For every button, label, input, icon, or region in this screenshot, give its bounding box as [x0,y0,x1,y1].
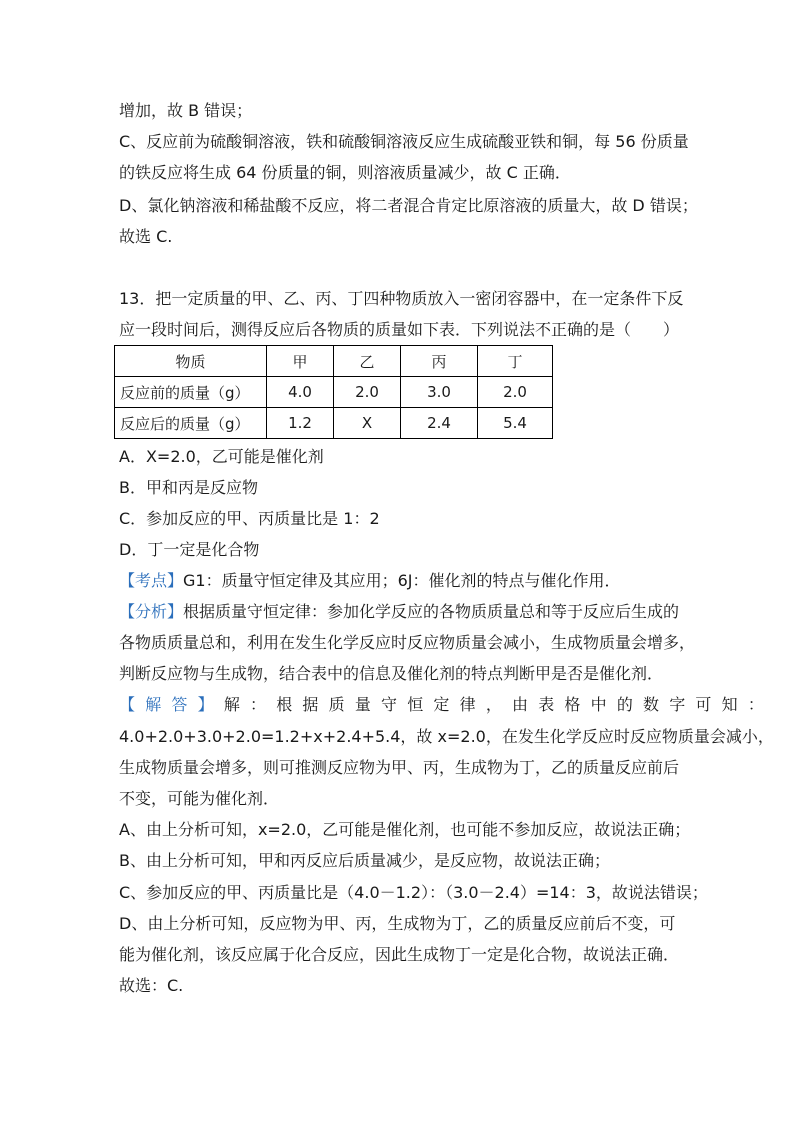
jieda-line: 能为催化剂，该反应属于化合反应，因此生成物丁一定是化合物，故说法正确． [119,945,680,964]
table-header-cell: 物质 [115,346,267,377]
jieda-line: 故选：C. [119,976,184,995]
prev-answer-line: C、反应前为硫酸铜溶液，铁和硫酸铜溶液反应生成硫酸亚铁和铜，每 56 份质量 [119,132,689,151]
table-cell: 反应后的质量（g） [115,408,267,439]
table-header-cell: 丙 [401,346,478,377]
table-cell: 2.0 [478,377,553,408]
option-b: B．甲和丙是反应物 [119,478,258,497]
fenxi-text: 根据质量守恒定律：参加化学反应的各物质质量总和等于反应后生成的 [183,602,680,621]
jieda-line: C、参加反应的甲、丙质量比是（4.0－1.2）：（3.0－2.4）=14：3，故说法错误； [119,883,708,902]
table-cell: 5.4 [478,408,553,439]
question-stem-line: 应一段时间后，测得反应后各物质的质量如下表．下列说法不正确的是（ ） [119,320,680,339]
prev-answer-line: 故选 C. [119,227,173,246]
fenxi-line [119,602,679,622]
fenxi-line: 判断反应物与生成物，结合表中的信息及催化剂的特点判断甲是否是催化剂． [119,664,664,683]
table-header-row [115,346,553,377]
option-a: A．X=2.0，乙可能是催化剂 [119,447,324,466]
table-row [115,377,553,408]
mass-table [114,345,553,439]
question-stem-line: 13．把一定质量的甲、乙、丙、丁四种物质放入一密闭容器中，在一定条件下反 [119,289,684,308]
jieda-line: 4.0+2.0+3.0+2.0=1.2+x+2.4+5.4，故 x=2.0，在发生化学反应时反应物质量会减小， [119,727,774,746]
jieda-tag: 【解答】 [119,695,224,714]
jieda-line: B、由上分析可知，甲和丙反应后质量减少，是反应物，故说法正确； [119,851,610,870]
option-d: D．丁一定是化合物 [119,540,260,559]
table-header-cell: 甲 [267,346,334,377]
table-cell: 1.2 [267,408,334,439]
table-row [115,408,553,439]
jieda-line: D、由上分析可知，反应物为甲、丙，生成物为丁，乙的质量反应前后不变，可 [119,914,676,933]
table-cell: X [334,408,401,439]
prev-answer-line: 的铁反应将生成 64 份质量的铜，则溶液质量减少，故 C 正确． [119,163,571,182]
jieda-text: 解：根据质量守恒定律，由表格中的数字可知： [223,695,775,714]
fenxi-tag: 【分析】 [119,602,184,621]
option-c: C．参加反应的甲、丙质量比是 1：2 [119,509,380,528]
table-cell: 2.0 [334,377,401,408]
jieda-line: A、由上分析可知，x=2.0，乙可能是催化剂，也可能不参加反应，故说法正确； [119,820,691,839]
table-cell: 4.0 [267,377,334,408]
jieda-line: 不变，可能为催化剂． [119,789,280,808]
table-header-cell: 丁 [478,346,553,377]
jieda-line [119,695,774,715]
kaodian-line [119,571,621,591]
prev-answer-line: 增加，故 B 错误； [119,101,253,120]
prev-answer-line: D、氯化钠溶液和稀盐酸不反应，将二者混合肯定比原溶液的质量大，故 D 错误； [119,196,698,215]
table-cell: 反应前的质量（g） [115,377,267,408]
table-header-cell: 乙 [334,346,401,377]
kaodian-tag: 【考点】 [119,571,184,590]
jieda-line: 生成物质量会增多，则可推测反应物为甲、丙，生成物为丁，乙的质量反应前后 [119,758,680,777]
kaodian-text: G1：质量守恒定律及其应用；6J：催化剂的特点与催化作用． [183,571,621,590]
table-cell: 3.0 [401,377,478,408]
fenxi-line: 各物质质量总和，利用在发生化学反应时反应物质量会减小，生成物质量会增多， [119,633,696,652]
table-cell: 2.4 [401,408,478,439]
